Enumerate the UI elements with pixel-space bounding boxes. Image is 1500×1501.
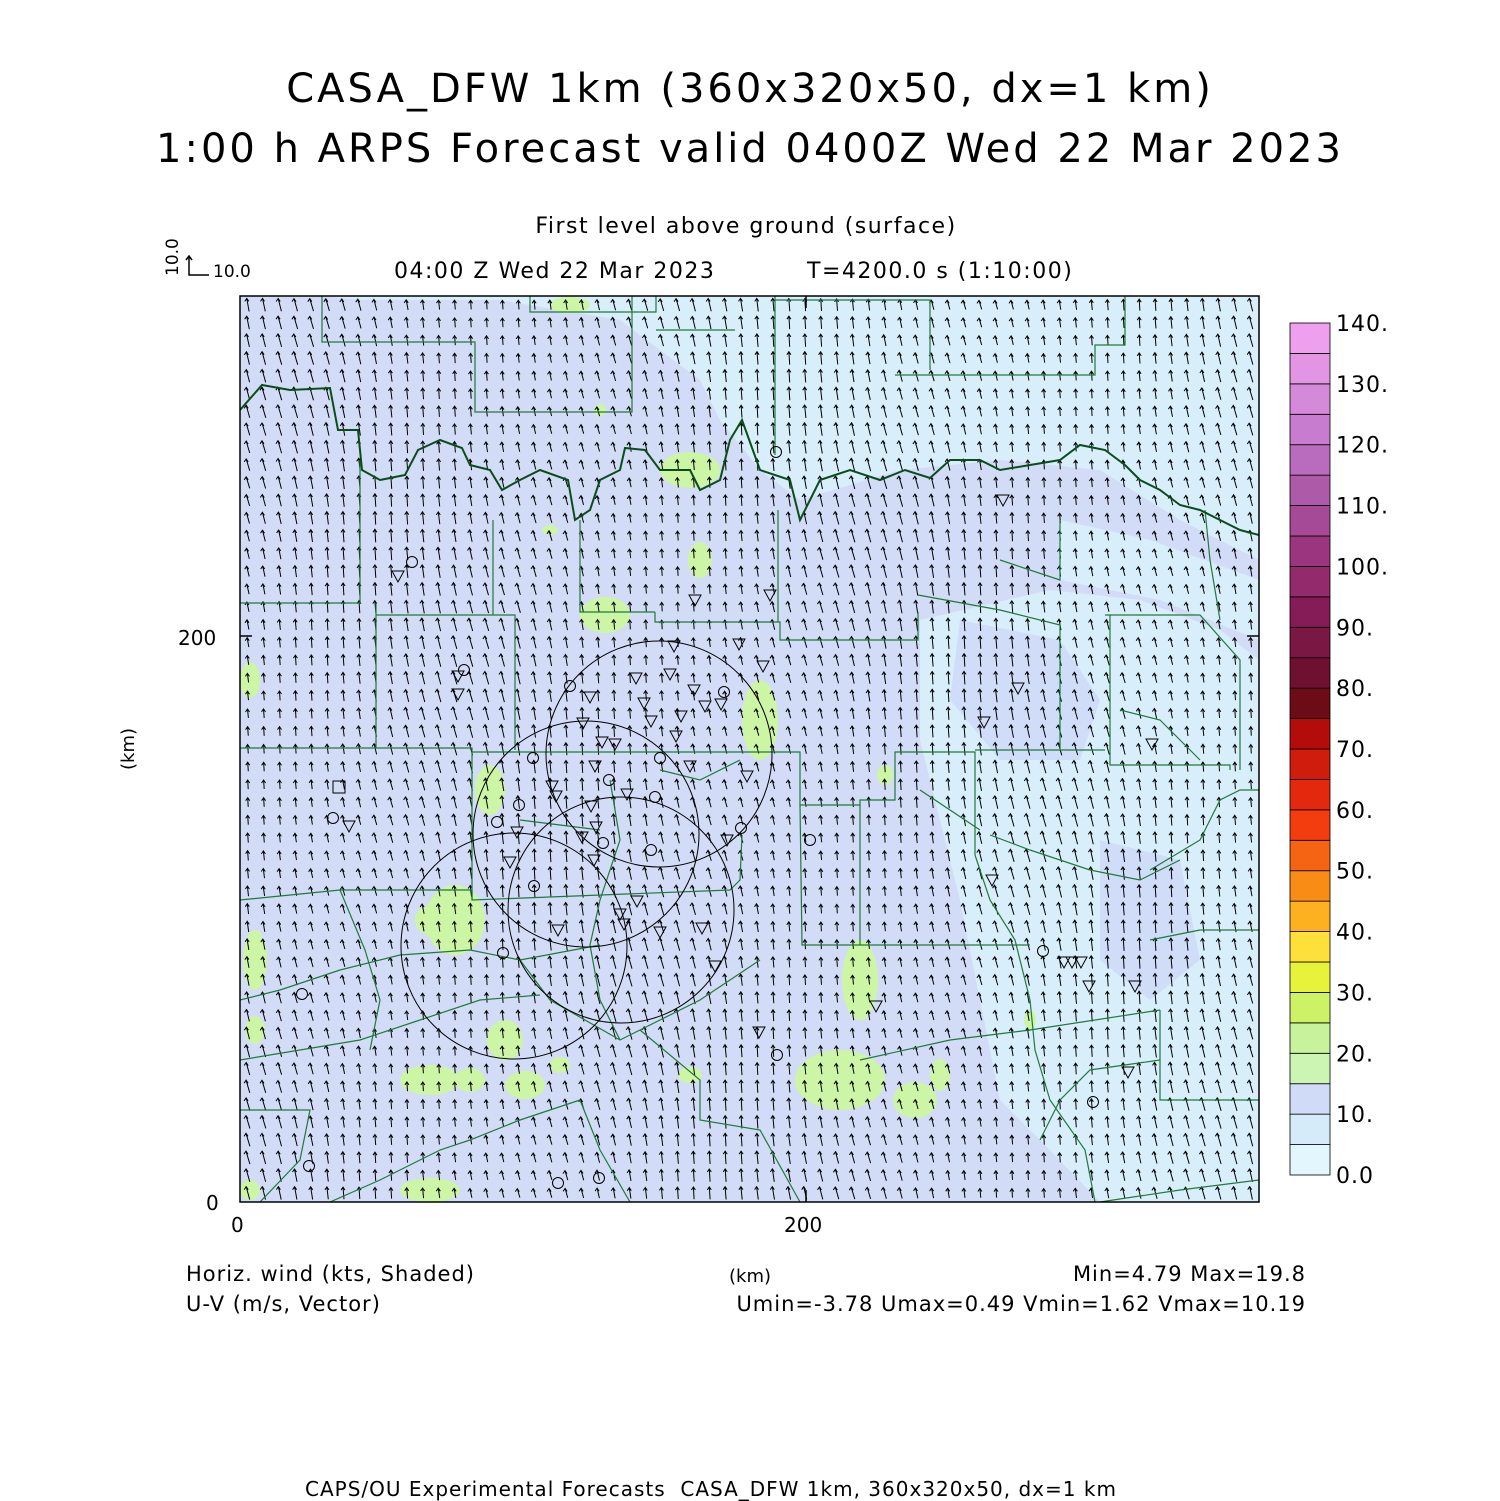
y-tick-200: 200: [178, 626, 217, 650]
y-axis-label: (km): [118, 727, 139, 770]
colorbar-swatch: [1290, 779, 1330, 809]
title-line-1: CASA_DFW 1km (360x320x50, dx=1 km): [286, 66, 1214, 112]
colorbar-label: 0.0: [1336, 1164, 1374, 1189]
valid-time: 04:00 Z Wed 22 Mar 2023: [394, 259, 716, 284]
x-tick-0: 0: [231, 1213, 244, 1237]
vector-key-v-label: 10.0: [163, 238, 183, 276]
colorbar-label: 110.: [1336, 494, 1389, 520]
title-line-2: 1:00 h ARPS Forecast valid 0400Z Wed 22 Mar 2023: [156, 126, 1344, 172]
min-max-stats: Min=4.79 Max=19.8: [1072, 1262, 1306, 1286]
colorbar-swatch: [1290, 506, 1330, 536]
colorbar-label: 70.: [1336, 738, 1374, 763]
colorbar: [1290, 312, 1389, 1189]
colorbar-label: 130.: [1336, 372, 1389, 398]
colorbar-swatch: [1290, 566, 1330, 596]
colorbar-swatch: [1290, 901, 1330, 931]
colorbar-swatch: [1290, 962, 1330, 992]
colorbar-swatch: [1290, 627, 1330, 657]
colorbar-label: 80.: [1336, 677, 1374, 703]
colorbar-label: 90.: [1336, 616, 1374, 642]
level-label: First level above ground (surface): [535, 214, 957, 239]
colorbar-swatch: [1290, 414, 1330, 444]
vector-key-icon: [186, 256, 209, 275]
colorbar-swatch: [1290, 475, 1330, 505]
x-tick-200: 200: [784, 1213, 823, 1237]
colorbar-label: 30.: [1336, 981, 1374, 1007]
credit-line: CAPS/OU Experimental Forecasts CASA_DFW 1km, 360x320x50, dx=1 km: [305, 1477, 1117, 1501]
colorbar-swatch: [1290, 1145, 1330, 1175]
vector-key-u-label: 10.0: [213, 262, 251, 282]
colorbar-label: 100.: [1336, 555, 1389, 581]
colorbar-label: 140.: [1336, 312, 1389, 337]
colorbar-swatch: [1290, 749, 1330, 779]
colorbar-swatch: [1290, 445, 1330, 475]
colorbar-swatch: [1290, 597, 1330, 627]
colorbar-swatch: [1290, 658, 1330, 688]
colorbar-swatch: [1290, 810, 1330, 840]
x-axis-label: (km): [729, 1266, 772, 1287]
colorbar-label: 40.: [1336, 920, 1374, 946]
shaded-field-label: Horiz. wind (kts, Shaded): [186, 1262, 475, 1286]
colorbar-swatch: [1290, 871, 1330, 901]
colorbar-swatch: [1290, 992, 1330, 1022]
colorbar-swatch: [1290, 1053, 1330, 1083]
colorbar-swatch: [1290, 1023, 1330, 1053]
colorbar-swatch: [1290, 536, 1330, 566]
colorbar-label: 120.: [1336, 433, 1389, 459]
colorbar-swatch: [1290, 932, 1330, 962]
colorbar-swatch: [1290, 1114, 1330, 1144]
colorbar-swatch: [1290, 353, 1330, 383]
colorbar-label: 10.: [1336, 1103, 1374, 1129]
colorbar-label: 60.: [1336, 798, 1374, 824]
model-time: T=4200.0 s (1:10:00): [807, 259, 1074, 284]
y-tick-0: 0: [206, 1191, 219, 1215]
colorbar-swatch: [1290, 688, 1330, 718]
colorbar-swatch: [1290, 323, 1330, 353]
colorbar-label: 20.: [1336, 1042, 1374, 1068]
uv-stats: Umin=-3.78 Umax=0.49 Vmin=1.62 Vmax=10.19: [736, 1292, 1306, 1316]
colorbar-swatch: [1290, 719, 1330, 749]
colorbar-swatch: [1290, 1084, 1330, 1114]
colorbar-swatch: [1290, 840, 1330, 870]
vector-field-label: U-V (m/s, Vector): [186, 1292, 381, 1316]
colorbar-label: 50.: [1336, 859, 1374, 885]
colorbar-swatch: [1290, 384, 1330, 414]
